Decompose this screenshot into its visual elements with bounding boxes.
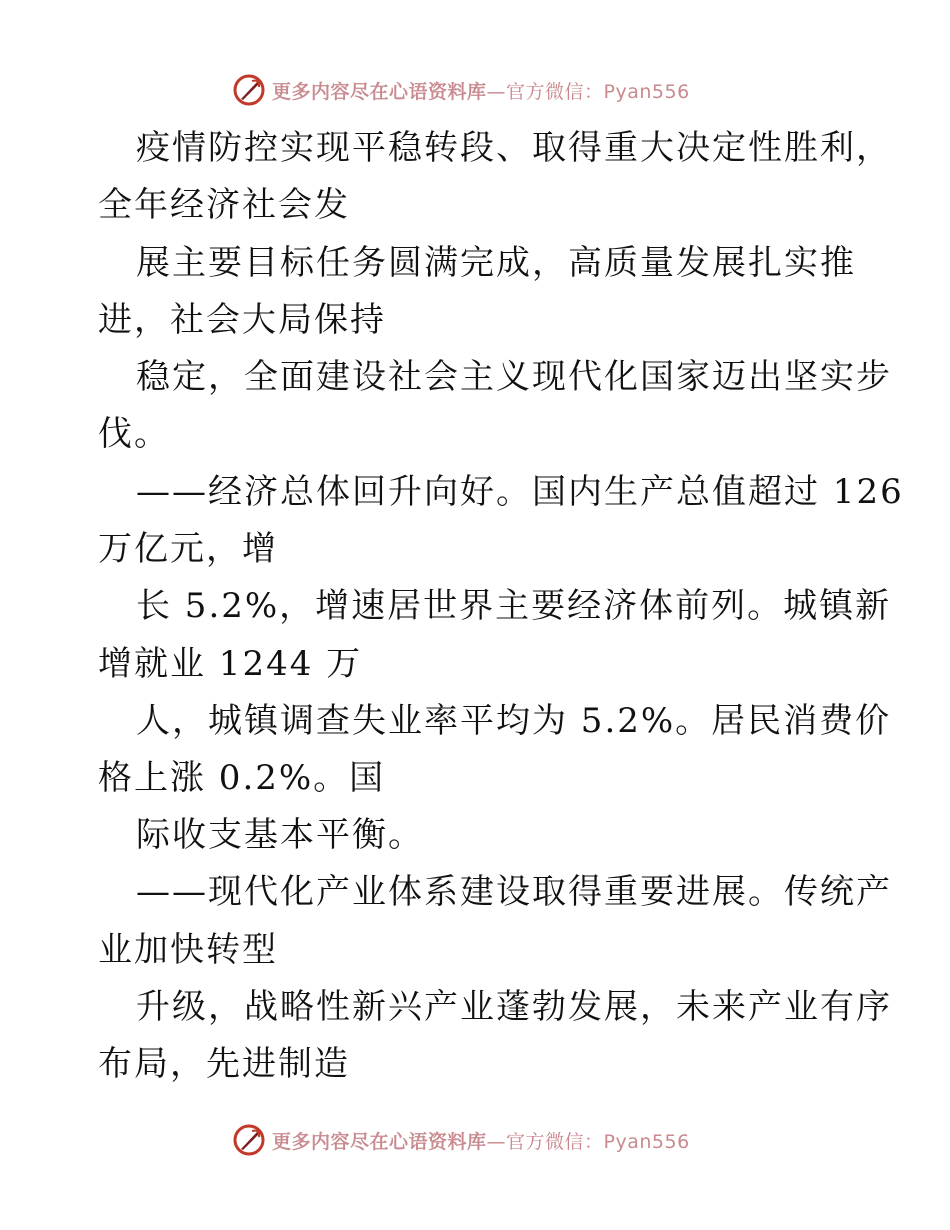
text-line: 际收支基本平衡。	[136, 815, 424, 855]
watermark-text	[272, 77, 690, 104]
watermark-separator: —	[486, 1130, 507, 1153]
text-line: 展主要目标任务圆满完成，高质量发展扎实推	[136, 243, 856, 283]
watermark-brand: 更多内容尽在心语资料库	[272, 1130, 487, 1153]
watermark-text	[272, 1127, 690, 1154]
watermark-contact-id: Pyan556	[603, 1130, 690, 1153]
text-line: 业加快转型	[98, 930, 278, 970]
text-line: 万亿元，增	[98, 529, 278, 569]
header-watermark	[232, 72, 690, 108]
text-line: 全年经济社会发	[98, 185, 350, 225]
text-line: 长 5.2%，增速居世界主要经济体前列。城镇新	[136, 586, 892, 626]
text-line: 人，城镇调查失业率平均为 5.2%。居民消费价	[136, 701, 892, 741]
text-line: 增就业 1244 万	[98, 644, 363, 684]
watermark-contact-label: 官方微信：	[506, 1130, 604, 1153]
text-line: ——现代化产业体系建设取得重要进展。传统产	[136, 872, 892, 912]
watermark-brand: 更多内容尽在心语资料库	[272, 80, 487, 103]
watermark-contact-label: 官方微信：	[506, 80, 604, 103]
quill-logo-icon	[232, 73, 266, 107]
footer-watermark	[232, 1122, 690, 1158]
text-line: ——经济总体回升向好。国内生产总值超过 126	[136, 472, 904, 512]
text-line: 伐。	[98, 414, 170, 454]
watermark-contact-id: Pyan556	[603, 80, 690, 103]
text-line: 布局，先进制造	[98, 1044, 350, 1084]
text-line: 疫情防控实现平稳转段、取得重大决定性胜利，	[136, 128, 892, 168]
text-line: 稳定，全面建设社会主义现代化国家迈出坚实步	[136, 357, 892, 397]
quill-logo-icon	[232, 1123, 266, 1157]
watermark-separator: —	[486, 80, 507, 103]
text-line: 进，社会大局保持	[98, 300, 386, 340]
text-line: 格上涨 0.2%。国	[98, 758, 386, 798]
text-line: 升级，战略性新兴产业蓬勃发展，未来产业有序	[136, 987, 892, 1027]
